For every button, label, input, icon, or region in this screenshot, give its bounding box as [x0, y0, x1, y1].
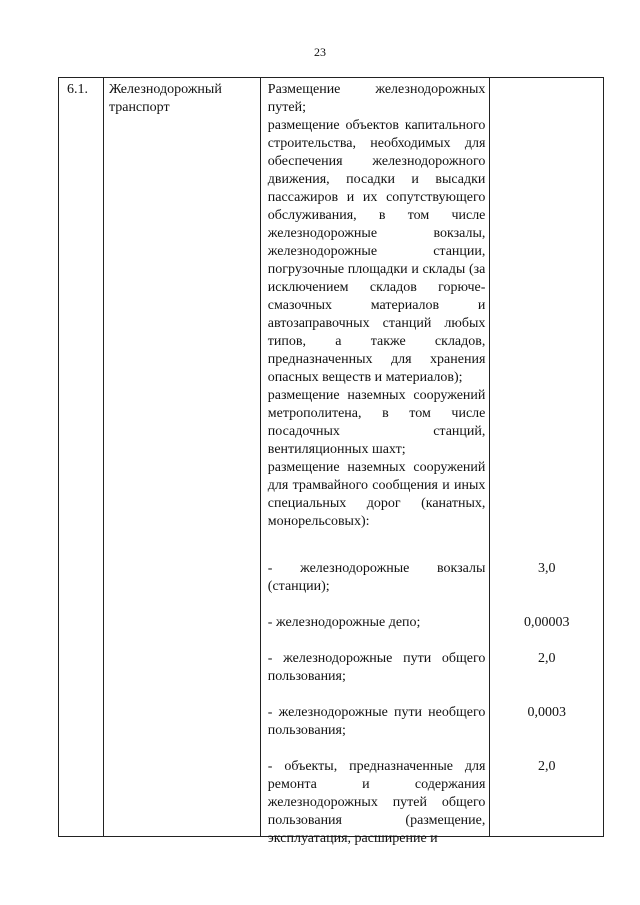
item-value: 2,0 [537, 759, 556, 774]
list-item: - железнодорожные пути общего пользования; [267, 651, 486, 684]
list-item: - железнодорожные депо; [267, 615, 421, 630]
item-value: 3,0 [537, 561, 556, 576]
row-number: 6.1. [67, 82, 88, 97]
item-value: 0,00003 [523, 615, 570, 630]
row-number-cell [59, 78, 104, 837]
list-item: - объекты, предназначенные для ремонта и содержания железнодорожных путей общего пользования (размещение, эксплуатация, расширение и [267, 759, 486, 846]
page-number: 23 [314, 45, 326, 59]
description-paragraph: размещение объектов капитального строительства, необходимых для обеспечения железнодорожного движения, посадки и высадки пассажиров и их сопутствующего обслуживания, в том числе железнодорожные вокзалы, железнодорожные станции, погрузочные площадки и склады (за исключением складов горюче-смазочных материалов и автозаправочных станций любых типов, а также складов, предназначенных для хранения опасных веществ и материалов); [267, 118, 486, 385]
item-value: 2,0 [537, 651, 556, 666]
row-name: Железнодорожный транспорт [108, 82, 222, 115]
description-paragraph: Размещение железнодорожных путей; [267, 82, 486, 115]
row-description-cell [260, 78, 490, 846]
list-item: - железнодорожные пути необщего пользования; [267, 705, 486, 738]
description-paragraph: размещение наземных сооружений для трамвайного сообщения и иных специальных дорог (канатных, монорельсовых): [267, 460, 486, 529]
table-row [59, 78, 604, 837]
land-use-table [58, 77, 604, 846]
description [261, 78, 490, 846]
item-value: 0,0003 [527, 705, 566, 720]
description-paragraph: размещение наземных сооружений метрополитена, в том числе посадочных станций, вентиляционных шахт; [267, 388, 486, 457]
list-item: - железнодорожные вокзалы (станции); [267, 561, 486, 594]
row-value-cell [490, 78, 604, 837]
row-name-cell [103, 78, 260, 837]
